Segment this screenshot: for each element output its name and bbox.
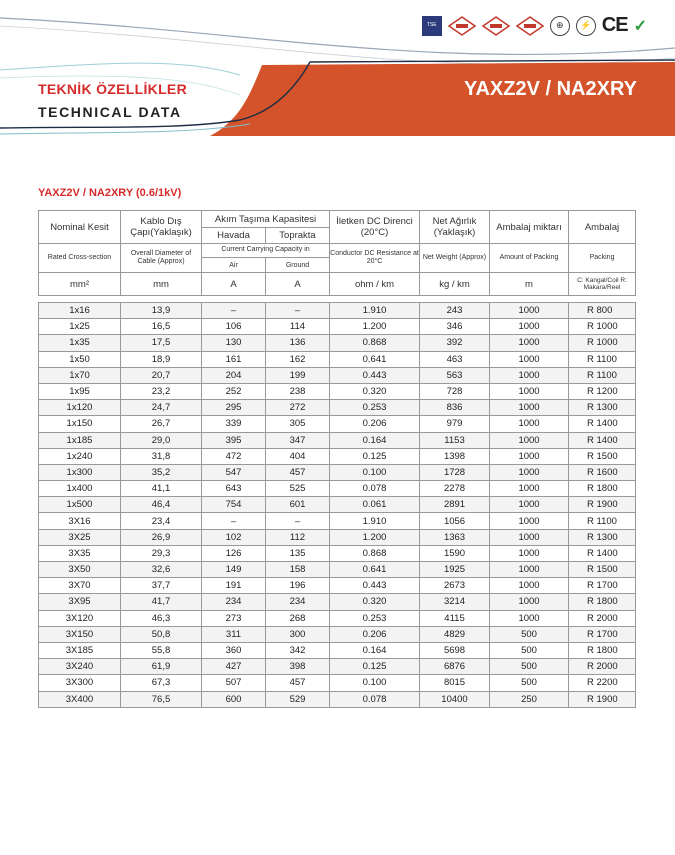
table-row bbox=[39, 432, 636, 448]
rohs-check-icon: ✓ bbox=[633, 17, 647, 35]
cell-resistance: 0.868 bbox=[330, 335, 420, 351]
cell-nominal: 1x50 bbox=[39, 351, 121, 367]
cell-amount: 500 bbox=[490, 642, 569, 658]
cell-air: 295 bbox=[202, 400, 266, 416]
cell-resistance: 0.641 bbox=[330, 351, 420, 367]
cell-air: 273 bbox=[202, 610, 266, 626]
cell-packing: R 1500 bbox=[569, 562, 636, 578]
cell-resistance: 0.100 bbox=[330, 464, 420, 480]
cell-diameter: 41,7 bbox=[121, 594, 202, 610]
cell-resistance: 0.443 bbox=[330, 578, 420, 594]
cell-diameter: 67,3 bbox=[121, 675, 202, 691]
cell-ground: 135 bbox=[266, 545, 330, 561]
iso-mark-icon bbox=[482, 16, 510, 36]
table-row bbox=[39, 545, 636, 561]
page-title-en: TECHNICAL DATA bbox=[38, 104, 182, 120]
cell-amount: 1000 bbox=[490, 351, 569, 367]
cell-weight: 10400 bbox=[420, 691, 490, 707]
cell-packing: R 1100 bbox=[569, 351, 636, 367]
col-diameter-tr: Kablo Dış Çapı(Yaklaşık) bbox=[121, 211, 202, 244]
cell-air: 149 bbox=[202, 562, 266, 578]
cell-diameter: 50,8 bbox=[121, 626, 202, 642]
cell-ground: – bbox=[266, 513, 330, 529]
cell-diameter: 46,4 bbox=[121, 497, 202, 513]
approval-mark-icon: ⊕ bbox=[550, 16, 570, 36]
cell-resistance: 0.061 bbox=[330, 497, 420, 513]
cell-diameter: 35,2 bbox=[121, 464, 202, 480]
cell-resistance: 0.320 bbox=[330, 383, 420, 399]
cell-amount: 1000 bbox=[490, 578, 569, 594]
cell-amount: 1000 bbox=[490, 562, 569, 578]
col-current-tr: Akım Taşıma Kapasitesi bbox=[202, 211, 330, 228]
cell-packing: R 1800 bbox=[569, 594, 636, 610]
cell-amount: 1000 bbox=[490, 513, 569, 529]
cell-packing: R 2000 bbox=[569, 659, 636, 675]
cell-air: 311 bbox=[202, 626, 266, 642]
col-amount-tr: Ambalaj miktarı bbox=[490, 211, 569, 244]
electrical-safety-mark-icon: ⚡ bbox=[576, 16, 596, 36]
technical-data-table bbox=[38, 210, 636, 708]
cell-ground: 272 bbox=[266, 400, 330, 416]
cell-weight: 836 bbox=[420, 400, 490, 416]
cell-weight: 979 bbox=[420, 416, 490, 432]
cell-weight: 8015 bbox=[420, 675, 490, 691]
cell-resistance: 0.443 bbox=[330, 367, 420, 383]
col-nominal-en: Rated Cross-section bbox=[39, 244, 121, 273]
cell-ground: 199 bbox=[266, 367, 330, 383]
cell-ground: 196 bbox=[266, 578, 330, 594]
cell-air: 547 bbox=[202, 464, 266, 480]
cell-air: 102 bbox=[202, 529, 266, 545]
cell-packing: R 1200 bbox=[569, 383, 636, 399]
cell-diameter: 32,6 bbox=[121, 562, 202, 578]
cell-air: 600 bbox=[202, 691, 266, 707]
cell-packing: R 1100 bbox=[569, 367, 636, 383]
cell-diameter: 26,9 bbox=[121, 529, 202, 545]
cell-diameter: 20,7 bbox=[121, 367, 202, 383]
cell-amount: 1000 bbox=[490, 448, 569, 464]
cell-resistance: 0.253 bbox=[330, 400, 420, 416]
cell-amount: 1000 bbox=[490, 432, 569, 448]
cell-air: 339 bbox=[202, 416, 266, 432]
cell-packing: R 1500 bbox=[569, 448, 636, 464]
cell-amount: 1000 bbox=[490, 610, 569, 626]
cell-ground: 529 bbox=[266, 691, 330, 707]
cell-weight: 1590 bbox=[420, 545, 490, 561]
cell-diameter: 23,2 bbox=[121, 383, 202, 399]
cell-resistance: 0.868 bbox=[330, 545, 420, 561]
table-row bbox=[39, 351, 636, 367]
cell-amount: 1000 bbox=[490, 529, 569, 545]
cell-diameter: 76,5 bbox=[121, 691, 202, 707]
cell-diameter: 13,9 bbox=[121, 303, 202, 319]
cell-diameter: 55,8 bbox=[121, 642, 202, 658]
cell-ground: 398 bbox=[266, 659, 330, 675]
cell-diameter: 46,3 bbox=[121, 610, 202, 626]
cell-packing: R 1400 bbox=[569, 545, 636, 561]
cell-resistance: 1.200 bbox=[330, 529, 420, 545]
cell-resistance: 0.206 bbox=[330, 626, 420, 642]
cell-diameter: 24,7 bbox=[121, 400, 202, 416]
cell-amount: 1000 bbox=[490, 367, 569, 383]
cell-amount: 500 bbox=[490, 675, 569, 691]
iso-mark-icon bbox=[448, 16, 476, 36]
table-row bbox=[39, 675, 636, 691]
cell-packing: R 1400 bbox=[569, 416, 636, 432]
cell-diameter: 61,9 bbox=[121, 659, 202, 675]
cell-air: 234 bbox=[202, 594, 266, 610]
cell-resistance: 0.320 bbox=[330, 594, 420, 610]
cell-packing: R 1300 bbox=[569, 400, 636, 416]
cell-nominal: 1x25 bbox=[39, 319, 121, 335]
unit-packing: C: Kangal/Coil R: Makara/Reel bbox=[569, 273, 636, 296]
col-weight-tr: Net Ağırlık (Yaklaşık) bbox=[420, 211, 490, 244]
cell-resistance: 1.910 bbox=[330, 513, 420, 529]
cell-nominal: 1x70 bbox=[39, 367, 121, 383]
cell-weight: 1153 bbox=[420, 432, 490, 448]
cell-amount: 1000 bbox=[490, 383, 569, 399]
cell-weight: 4115 bbox=[420, 610, 490, 626]
unit-nominal: mm² bbox=[39, 273, 121, 296]
table-spacer bbox=[39, 296, 636, 303]
cell-ground: 457 bbox=[266, 675, 330, 691]
cell-nominal: 3X240 bbox=[39, 659, 121, 675]
cell-nominal: 3X35 bbox=[39, 545, 121, 561]
cell-diameter: 16,5 bbox=[121, 319, 202, 335]
cell-air: 643 bbox=[202, 481, 266, 497]
table-row bbox=[39, 513, 636, 529]
cell-diameter: 29,3 bbox=[121, 545, 202, 561]
cell-weight: 3214 bbox=[420, 594, 490, 610]
cell-air: – bbox=[202, 303, 266, 319]
cell-resistance: 0.164 bbox=[330, 432, 420, 448]
col-packing-tr: Ambalaj bbox=[569, 211, 636, 244]
cell-nominal: 3X50 bbox=[39, 562, 121, 578]
cell-weight: 463 bbox=[420, 351, 490, 367]
cell-packing: R 800 bbox=[569, 303, 636, 319]
cell-air: 130 bbox=[202, 335, 266, 351]
table-row bbox=[39, 464, 636, 480]
cell-nominal: 1x95 bbox=[39, 383, 121, 399]
table-row bbox=[39, 610, 636, 626]
cell-weight: 346 bbox=[420, 319, 490, 335]
cell-packing: R 1600 bbox=[569, 464, 636, 480]
cell-weight: 392 bbox=[420, 335, 490, 351]
cell-nominal: 1x300 bbox=[39, 464, 121, 480]
cell-packing: R 2000 bbox=[569, 610, 636, 626]
cell-nominal: 1x500 bbox=[39, 497, 121, 513]
cell-nominal: 3X150 bbox=[39, 626, 121, 642]
cell-ground: 300 bbox=[266, 626, 330, 642]
cell-packing: R 1800 bbox=[569, 481, 636, 497]
cell-amount: 1000 bbox=[490, 319, 569, 335]
cell-ground: 457 bbox=[266, 464, 330, 480]
cell-ground: 268 bbox=[266, 610, 330, 626]
cell-packing: R 1000 bbox=[569, 319, 636, 335]
cell-packing: R 1700 bbox=[569, 578, 636, 594]
col-nominal-tr: Nominal Kesit bbox=[39, 211, 121, 244]
cell-weight: 2673 bbox=[420, 578, 490, 594]
iso-mark-icon bbox=[516, 16, 544, 36]
cell-amount: 1000 bbox=[490, 594, 569, 610]
cell-air: 395 bbox=[202, 432, 266, 448]
table-subtitle: YAXZ2V / NA2XRY (0.6/1kV) bbox=[38, 187, 182, 199]
cell-ground: 525 bbox=[266, 481, 330, 497]
cell-resistance: 0.078 bbox=[330, 691, 420, 707]
table-row bbox=[39, 303, 636, 319]
cell-air: 191 bbox=[202, 578, 266, 594]
col-ground-tr: Toprakta bbox=[266, 228, 330, 244]
cell-amount: 1000 bbox=[490, 497, 569, 513]
cell-ground: 114 bbox=[266, 319, 330, 335]
cell-amount: 1000 bbox=[490, 545, 569, 561]
table-row bbox=[39, 659, 636, 675]
cell-resistance: 0.100 bbox=[330, 675, 420, 691]
cell-diameter: 29,0 bbox=[121, 432, 202, 448]
cell-weight: 1056 bbox=[420, 513, 490, 529]
cell-diameter: 17,5 bbox=[121, 335, 202, 351]
cell-packing: R 1300 bbox=[569, 529, 636, 545]
col-diameter-en: Overall Diameter of Cable (Approx) bbox=[121, 244, 202, 273]
cell-packing: R 1000 bbox=[569, 335, 636, 351]
cell-packing: R 1900 bbox=[569, 497, 636, 513]
cell-nominal: 1x35 bbox=[39, 335, 121, 351]
table-row bbox=[39, 594, 636, 610]
cell-air: 161 bbox=[202, 351, 266, 367]
cell-air: 360 bbox=[202, 642, 266, 658]
cell-ground: 158 bbox=[266, 562, 330, 578]
cell-amount: 1000 bbox=[490, 416, 569, 432]
cell-nominal: 1x120 bbox=[39, 400, 121, 416]
cell-weight: 728 bbox=[420, 383, 490, 399]
table-row bbox=[39, 319, 636, 335]
cell-nominal: 1x16 bbox=[39, 303, 121, 319]
cell-packing: R 1400 bbox=[569, 432, 636, 448]
cell-ground: 162 bbox=[266, 351, 330, 367]
cell-air: 106 bbox=[202, 319, 266, 335]
cell-weight: 243 bbox=[420, 303, 490, 319]
cell-resistance: 0.125 bbox=[330, 448, 420, 464]
cell-packing: R 1700 bbox=[569, 626, 636, 642]
cell-nominal: 3X95 bbox=[39, 594, 121, 610]
cell-weight: 5698 bbox=[420, 642, 490, 658]
table-row bbox=[39, 578, 636, 594]
cell-ground: – bbox=[266, 303, 330, 319]
cell-resistance: 0.125 bbox=[330, 659, 420, 675]
cell-air: 754 bbox=[202, 497, 266, 513]
col-amount-en: Amount of Packing bbox=[490, 244, 569, 273]
cell-ground: 305 bbox=[266, 416, 330, 432]
cell-resistance: 0.641 bbox=[330, 562, 420, 578]
cell-ground: 112 bbox=[266, 529, 330, 545]
cell-nominal: 3X70 bbox=[39, 578, 121, 594]
cell-ground: 404 bbox=[266, 448, 330, 464]
cell-diameter: 41,1 bbox=[121, 481, 202, 497]
cell-ground: 601 bbox=[266, 497, 330, 513]
table-row bbox=[39, 416, 636, 432]
cell-nominal: 3X400 bbox=[39, 691, 121, 707]
cell-weight: 1925 bbox=[420, 562, 490, 578]
col-ground-en: Ground bbox=[266, 258, 330, 273]
cell-diameter: 18,9 bbox=[121, 351, 202, 367]
col-packing-en: Packing bbox=[569, 244, 636, 273]
table-row bbox=[39, 529, 636, 545]
cell-weight: 1363 bbox=[420, 529, 490, 545]
cell-nominal: 1x240 bbox=[39, 448, 121, 464]
cell-diameter: 26,7 bbox=[121, 416, 202, 432]
unit-weight: kg / km bbox=[420, 273, 490, 296]
table-row bbox=[39, 383, 636, 399]
product-code: YAXZ2V / NA2XRY bbox=[463, 78, 637, 100]
cell-amount: 250 bbox=[490, 691, 569, 707]
cell-packing: R 1900 bbox=[569, 691, 636, 707]
cell-diameter: 23,4 bbox=[121, 513, 202, 529]
col-air-tr: Havada bbox=[202, 228, 266, 244]
unit-resistance: ohm / km bbox=[330, 273, 420, 296]
table-row bbox=[39, 367, 636, 383]
cell-amount: 500 bbox=[490, 626, 569, 642]
cell-weight: 563 bbox=[420, 367, 490, 383]
cell-resistance: 0.253 bbox=[330, 610, 420, 626]
certification-logos bbox=[422, 14, 647, 37]
cell-ground: 347 bbox=[266, 432, 330, 448]
cell-resistance: 1.910 bbox=[330, 303, 420, 319]
cell-amount: 1000 bbox=[490, 464, 569, 480]
cell-weight: 1728 bbox=[420, 464, 490, 480]
col-resistance-en: Conductor DC Resistance at 20°C bbox=[330, 244, 420, 273]
cell-air: 204 bbox=[202, 367, 266, 383]
cell-amount: 1000 bbox=[490, 481, 569, 497]
table-row bbox=[39, 642, 636, 658]
cell-nominal: 3X16 bbox=[39, 513, 121, 529]
cell-amount: 1000 bbox=[490, 335, 569, 351]
cell-nominal: 3X25 bbox=[39, 529, 121, 545]
tse-mark-icon: TSE bbox=[422, 16, 442, 36]
ce-mark-icon: CE bbox=[601, 14, 628, 36]
cell-diameter: 37,7 bbox=[121, 578, 202, 594]
unit-air: A bbox=[202, 273, 266, 296]
table-row bbox=[39, 497, 636, 513]
unit-amount: m bbox=[490, 273, 569, 296]
unit-diameter: mm bbox=[121, 273, 202, 296]
cell-air: 427 bbox=[202, 659, 266, 675]
cell-air: 252 bbox=[202, 383, 266, 399]
page-title-tr: TEKNİK ÖZELLİKLER bbox=[38, 81, 187, 97]
cell-ground: 136 bbox=[266, 335, 330, 351]
cell-resistance: 0.206 bbox=[330, 416, 420, 432]
cell-packing: R 1100 bbox=[569, 513, 636, 529]
col-weight-en: Net Weight (Approx) bbox=[420, 244, 490, 273]
cell-nominal: 1x185 bbox=[39, 432, 121, 448]
cell-amount: 1000 bbox=[490, 303, 569, 319]
cell-weight: 2891 bbox=[420, 497, 490, 513]
table-row bbox=[39, 481, 636, 497]
table-row bbox=[39, 691, 636, 707]
cell-nominal: 1x150 bbox=[39, 416, 121, 432]
cell-packing: R 1800 bbox=[569, 642, 636, 658]
cell-ground: 342 bbox=[266, 642, 330, 658]
cell-resistance: 1.200 bbox=[330, 319, 420, 335]
cell-air: 472 bbox=[202, 448, 266, 464]
cell-weight: 6876 bbox=[420, 659, 490, 675]
col-resistance-tr: İletken DC Direnci (20°C) bbox=[330, 211, 420, 244]
cell-nominal: 3X185 bbox=[39, 642, 121, 658]
cell-amount: 1000 bbox=[490, 400, 569, 416]
cell-resistance: 0.164 bbox=[330, 642, 420, 658]
cell-packing: R 2200 bbox=[569, 675, 636, 691]
col-air-en: Air bbox=[202, 258, 266, 273]
cell-air: 126 bbox=[202, 545, 266, 561]
cell-nominal: 1x400 bbox=[39, 481, 121, 497]
cell-nominal: 3X120 bbox=[39, 610, 121, 626]
cell-ground: 234 bbox=[266, 594, 330, 610]
cell-weight: 2278 bbox=[420, 481, 490, 497]
cell-air: 507 bbox=[202, 675, 266, 691]
cell-ground: 238 bbox=[266, 383, 330, 399]
cell-air: – bbox=[202, 513, 266, 529]
table-row bbox=[39, 562, 636, 578]
cell-nominal: 3X300 bbox=[39, 675, 121, 691]
table-body bbox=[39, 303, 636, 708]
cell-weight: 4829 bbox=[420, 626, 490, 642]
unit-ground: A bbox=[266, 273, 330, 296]
table-row bbox=[39, 448, 636, 464]
table-row bbox=[39, 626, 636, 642]
cell-diameter: 31,8 bbox=[121, 448, 202, 464]
table-row bbox=[39, 400, 636, 416]
cell-amount: 500 bbox=[490, 659, 569, 675]
table-row bbox=[39, 335, 636, 351]
cell-weight: 1398 bbox=[420, 448, 490, 464]
col-current-en: Current Carrying Capacity in bbox=[202, 244, 330, 258]
cell-resistance: 0.078 bbox=[330, 481, 420, 497]
